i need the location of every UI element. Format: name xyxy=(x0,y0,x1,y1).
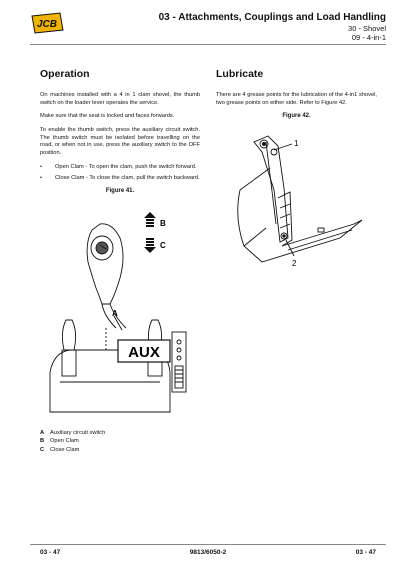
section-subsection: 09 - 4-in-1 xyxy=(351,33,386,42)
logo-text: JCB xyxy=(36,19,58,30)
figure-41-legend xyxy=(40,429,105,454)
legend-row-c: C Close Clam xyxy=(40,446,80,453)
operation-paragraph-1: On machines installed with a 4 in 1 clam shovel, the thumb switch on the loader lever operates the service. xyxy=(40,92,200,106)
page-number-left: 03 - 47 xyxy=(40,549,61,556)
operation-column xyxy=(40,68,200,196)
lubricate-paragraph: There are 4 grease points for the lubrication of the 4-in1 shovel, two grease points on either side. Refer to Figure 42. xyxy=(216,92,377,106)
label-b: B xyxy=(160,219,166,228)
document-number: 9813/6050-2 xyxy=(189,549,227,556)
figure-41-caption: Figure 41. xyxy=(105,188,135,195)
label-c: C xyxy=(160,241,166,250)
open-arrow-icon xyxy=(144,212,156,227)
label-2: 2 xyxy=(292,259,297,268)
lubricate-column xyxy=(216,68,377,121)
section-subtitle: 30 - Shovel xyxy=(348,24,386,33)
operation-bullet-list xyxy=(40,164,200,182)
figure-41-illustration xyxy=(40,212,190,424)
page-number-right: 03 - 47 xyxy=(355,549,376,556)
operation-paragraph-3: To enable the thumb switch, press the auxiliary circuit switch. The thumb switch must be isolated before travelling on the road, or when not in use, press the auxiliary switch to the OFF position. xyxy=(40,127,200,157)
operation-heading: Operation xyxy=(40,68,90,80)
jcb-logo xyxy=(30,12,64,34)
label-1: 1 xyxy=(294,139,299,148)
label-a: A xyxy=(112,309,118,318)
operation-paragraph-2: Make sure that the seat is locked and faces forwards. xyxy=(40,113,175,120)
bullet-close-clam: • Close Clam - To close the clam, pull the switch backward. xyxy=(40,175,200,183)
figure-42-caption: Figure 42. xyxy=(282,113,311,120)
footer-divider xyxy=(30,544,386,545)
aux-switch-label: AUX xyxy=(128,344,160,361)
close-arrow-icon xyxy=(144,238,156,253)
bullet-open-clam: • Open Clam - To open the clam, push the switch forward. xyxy=(40,164,200,172)
lubricate-heading: Lubricate xyxy=(216,68,264,80)
header-divider xyxy=(30,44,386,45)
legend-row-b: B Open Clam xyxy=(40,438,79,445)
legend-row-a: A Auxiliary circuit switch xyxy=(40,430,106,436)
figure-42-illustration xyxy=(222,128,368,268)
section-title: 03 - Attachments, Couplings and Load Handling xyxy=(158,12,386,23)
